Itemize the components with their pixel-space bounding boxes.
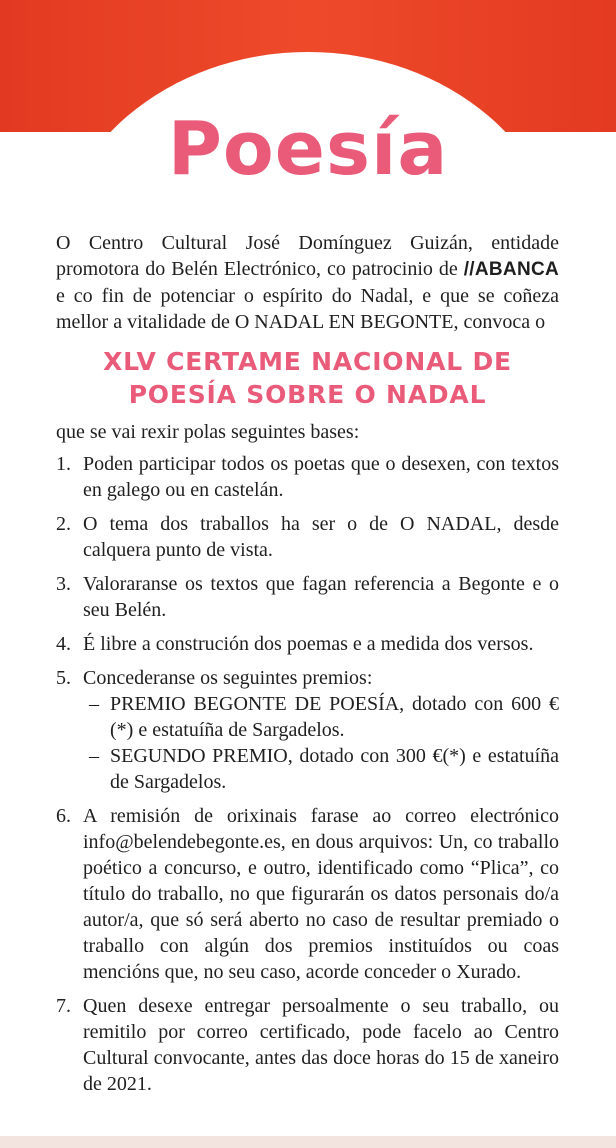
rule-item <box>56 511 559 563</box>
prize-text: PREMIO BEGONTE DE POESÍA, dotado con 600 € (*) e estatuíña de Sargadelos. <box>110 693 559 741</box>
rule-number: 1. <box>56 453 71 475</box>
rule-number: 4. <box>56 633 71 655</box>
rule-text: Concederanse os seguintes premios: <box>83 667 373 689</box>
prize-item <box>83 691 559 743</box>
rule-number: 6. <box>56 805 71 827</box>
contest-heading <box>56 345 559 411</box>
rule-text: O tema dos traballos ha ser o de O NADAL, desde calquera punto de vista. <box>83 513 559 561</box>
prize-text: SEGUNDO PREMIO, dotado con 300 €(*) e estatuíña de Sargadelos. <box>110 745 559 793</box>
rule-number: 2. <box>56 513 71 535</box>
intro-before-logo: O Centro Cultural José Domínguez Guizán, entidade promotora do Belén Electrónico, co patrocinio de <box>56 232 559 280</box>
heading-line-1: XLV CERTAME NACIONAL DE <box>103 347 512 376</box>
rule-text: Quen desexe entregar persoalmente o seu traballo, ou remitilo por correo certificado, pode facelo ao Centro Cultural convocante, antes das doce horas do 15 de xaneiro de 2021. <box>83 995 559 1095</box>
rule-item <box>56 451 559 503</box>
intro-paragraph <box>56 230 559 335</box>
prize-dash: – <box>89 745 99 767</box>
content <box>56 230 559 1105</box>
rule-number: 3. <box>56 573 71 595</box>
rule-item <box>56 993 559 1097</box>
bases-intro: que se vai rexir polas seguintes bases: <box>56 421 360 443</box>
page-title: Poesía <box>167 106 449 192</box>
prize-item <box>83 743 559 795</box>
rule-text: É libre a construción dos poemas e a medida dos versos. <box>83 633 534 655</box>
rule-item <box>56 803 559 985</box>
heading-line-2: POESÍA SOBRE O NADAL <box>128 380 487 409</box>
abanca-logo: //ABANCA <box>463 259 560 280</box>
rule-text: Poden participar todos os poetas que o desexen, con textos en galego ou en castelán. <box>83 453 559 501</box>
rule-text: Valoraranse os textos que fagan referencia a Begonte e o seu Belén. <box>83 573 559 621</box>
rule-number: 5. <box>56 667 71 689</box>
rule-item <box>56 631 559 657</box>
prize-list <box>83 691 559 795</box>
bottom-band <box>0 1136 616 1148</box>
rules-list <box>56 451 559 1097</box>
prize-dash: – <box>89 693 99 715</box>
rule-item <box>56 665 559 795</box>
intro-after-logo: e co fin de potenciar o espírito do Nadal, e que se coñeza mellor a vitalidade de O NADAL EN BEGONTE, convoca o <box>56 285 559 333</box>
rule-number: 7. <box>56 995 71 1017</box>
rule-text: A remisión de orixinais farase ao correo electrónico info@belendebegonte.es, en dous arquivos: Un, co traballo poético a concurso, e outro, identificado como “Plica”, co título do traballo, no que figurarán os datos personais do/a autor/a, que só será aberto no caso de resultar premiado o traballo con algún dos premios instituídos ou coas mencións que, no seu caso, acorde conceder o Xurado. <box>83 805 559 983</box>
rule-item <box>56 571 559 623</box>
